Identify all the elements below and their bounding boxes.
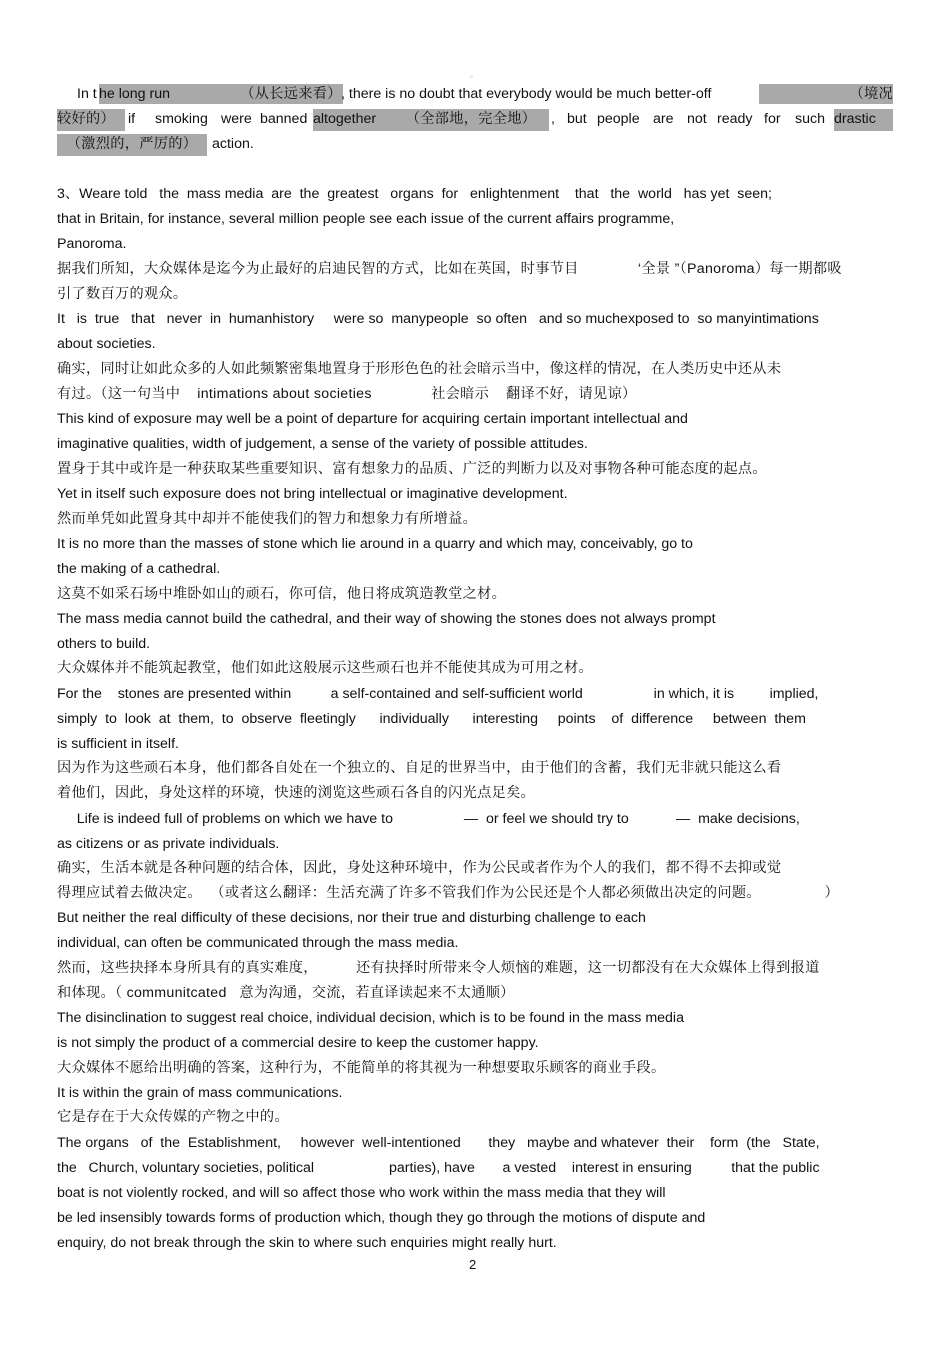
text-line: 据我们所知，大众媒体是迄今为止最好的启迪民智的方式，比如在英国，时事节目 ‘全景 ”（Panoroma）每一期都吸: [57, 261, 842, 277]
text-line: as citizens or as private individuals.: [57, 836, 280, 852]
text-line: 确实，生活本就是各种问题的结合体，因此，身处这种环境中，作为公民或者作为个人的我们，都不得不去抑或觉: [57, 860, 782, 876]
text-line: 置身于其中或许是一种获取某些重要知识、富有想象力的品质、广泛的判断力以及对事物各种可能态度的起点。: [57, 461, 767, 477]
text-line: others to build.: [57, 636, 151, 652]
text-line: It is within the grain of mass communications.: [57, 1085, 343, 1101]
text-run: such: [795, 111, 825, 127]
text-line: enquiry, do not break through the skin to where such enquiries might really hurt.: [57, 1235, 557, 1251]
text-line: But neither the real difficulty of these decisions, nor their true and disturbing challenge to each: [57, 910, 646, 926]
text-line: For the stones are presented within a self-contained and self-sufficient world in which, it is implied,: [57, 686, 819, 702]
text-line: be led insensibly towards forms of production which, though they go through the motions of dispute and: [57, 1210, 706, 1226]
text-line: 然而，这些抉择本身所具有的真实难度， 还有抉择时所带来令人烦恼的难题，这一切都没有在大众媒体上得到报道: [57, 960, 820, 976]
header-mark: 。: [470, 70, 478, 79]
text-run: action.: [212, 136, 254, 152]
text-line: the making of a cathedral.: [57, 561, 221, 577]
page-number: 2: [469, 1257, 477, 1272]
highlight-text: he long run: [99, 86, 170, 102]
text-line: 这莫不如采石场中堆卧如山的顽石，你可信，他日将成筑造教堂之材。: [57, 586, 507, 602]
text-line: is sufficient in itself.: [57, 736, 179, 752]
text-line: 然而单凭如此置身其中却并不能使我们的智力和想象力有所增益。: [57, 511, 478, 527]
text-run: , there is no doubt that everybody would be much better-off: [341, 86, 712, 102]
text-line: boat is not violently rocked, and will so affect those who work within the mass media that they will: [57, 1185, 666, 1201]
text-line: imaginative qualities, width of judgement, a sense of the variety of possible attitudes.: [57, 436, 588, 452]
text-run: for: [764, 111, 781, 127]
first-paragraph-line-3: [57, 134, 893, 156]
text-line: 着他们，因此，身处这样的环境，快速的浏览这些顽石各自的闪光点足矣。: [57, 785, 536, 801]
text-line: 有过。（这一句当中 intimations about societies 社会暗示 翻译不好，请见谅）: [57, 386, 637, 402]
text-line: 大众媒体不愿给出明确的答案，这种行为，不能简单的将其视为一种想要取乐顾客的商业手段。: [57, 1060, 666, 1076]
text-run: In t: [77, 86, 97, 102]
text-run: are: [653, 111, 674, 127]
text-line: simply to look at them, to observe fleetingly individually interesting points of difference between them: [57, 711, 806, 727]
text-line: The mass media cannot build the cathedral, and their way of showing the stones does not always prompt: [57, 611, 716, 627]
text-line: is not simply the product of a commercial desire to keep the customer happy.: [57, 1035, 539, 1051]
text-line: Panoroma.: [57, 236, 127, 252]
text-line: Yet in itself such exposure does not bring intellectual or imaginative development.: [57, 486, 568, 502]
text-line: 得理应试着去做决定。 （或者这么翻译：生活充满了许多不管我们作为公民还是个人都必须做出决定的问题。 ）: [57, 885, 840, 901]
text-run: were: [221, 111, 252, 127]
text-line: that in Britain, for instance, several million people see each issue of the current affairs programme,: [57, 211, 675, 227]
highlight-gloss-long-run: （从长远来看）: [239, 84, 343, 104]
text-run: people: [597, 111, 640, 127]
highlight-the-long-run: [99, 84, 239, 104]
highlight-gloss-drastic: （激烈的，严厉的）: [57, 134, 207, 156]
text-run: if: [128, 111, 136, 127]
text-line: This kind of exposure may well be a point of departure for acquiring certain important intellectual and: [57, 411, 688, 427]
text-line: The organs of the Establishment, however well-intentioned they maybe and whatever their form (the State,: [57, 1135, 820, 1151]
text-run: ready: [717, 111, 753, 127]
text-line: about societies.: [57, 336, 156, 352]
text-line: The disinclination to suggest real choice, individual decision, which is to be found in the mass media: [57, 1010, 684, 1026]
highlight-gloss-better-off-cont: 较好的）: [57, 109, 125, 131]
highlight-altogether: altogether: [313, 109, 393, 131]
text-line: 因为作为这些顽石本身，他们都各自处在一个独立的、自足的世界当中，由于他们的含蓄，我们无非就只能这么看: [57, 760, 782, 776]
text-run: but: [567, 111, 587, 127]
text-line: 确实，同时让如此众多的人如此频繁密集地置身于形形色色的社会暗示当中，像这样的情况，在人类历史中还从未: [57, 361, 782, 377]
text-line: 大众媒体并不能筑起教堂，他们如此这般展示这些顽石也并不能使其成为可用之材。: [57, 660, 594, 676]
text-line: 和体现。（ communitcated 意为沟通，交流，若直译读起来不太通顺）: [57, 985, 515, 1001]
text-run: smoking: [155, 111, 208, 127]
text-line: It is true that never in humanhistory were so manypeople so often and so muchexposed to so manyintimations: [57, 311, 819, 327]
text-line: the Church, voluntary societies, political parties), have a vested interest in ensuring that the public: [57, 1160, 820, 1176]
text-run: not: [687, 111, 707, 127]
first-paragraph-line-1: [57, 84, 893, 104]
text-line: 3、Weare told the mass media are the greatest organs for enlightenment that the world has yet seen;: [57, 186, 772, 202]
text-line: It is no more than the masses of stone which lie around in a quarry and which may, conceivably, go to: [57, 536, 693, 552]
first-paragraph-line-2: [57, 109, 893, 131]
highlight-gloss-altogether: （全部地，完全地）: [393, 109, 549, 131]
text-run: ,: [551, 111, 555, 127]
text-line: 它是存在于大众传媒的产物之中的。: [57, 1109, 289, 1125]
text-run: banned: [260, 111, 308, 127]
highlight-drastic: drastic: [834, 109, 893, 131]
highlight-gloss-better-off: （境况: [759, 84, 893, 104]
text-line: Life is indeed full of problems on which we have to — or feel we should try to — make decisions,: [57, 811, 800, 827]
text-line: 引了数百万的观众。: [57, 286, 188, 302]
text-line: individual, can often be communicated through the mass media.: [57, 935, 459, 951]
